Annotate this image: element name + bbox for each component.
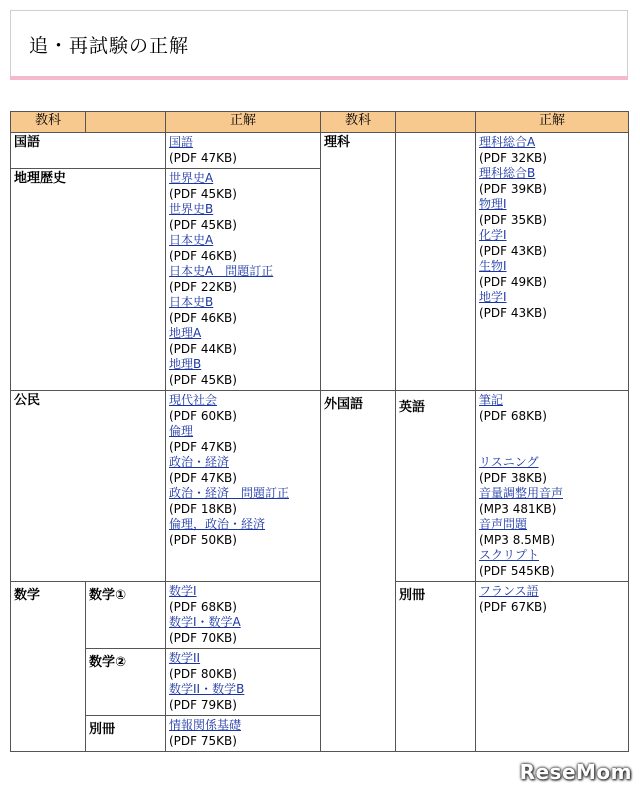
answer-link[interactable]: 日本史A 問題訂正 <box>169 264 274 278</box>
answer-link[interactable]: 理科総合B <box>479 166 536 180</box>
answer-link[interactable]: フランス語 <box>479 584 539 598</box>
file-size: (PDF 44KB) <box>169 341 237 356</box>
answer-link[interactable]: 数学I・数学A <box>169 615 241 629</box>
answer-link[interactable]: 政治・経済 問題訂正 <box>169 486 290 500</box>
answers-sugaku-bessatsu <box>166 716 321 752</box>
file-size: (PDF 45KB) <box>169 186 237 201</box>
answer-item <box>169 517 317 548</box>
table-row <box>11 391 629 582</box>
file-size: (PDF 39KB) <box>479 181 547 196</box>
answer-link[interactable]: 化学I <box>479 228 507 242</box>
answer-item <box>479 486 625 517</box>
answer-link[interactable]: スクリプト <box>479 548 540 562</box>
answer-item <box>479 517 625 548</box>
answer-item <box>169 718 317 749</box>
subject-gaikokugo-bessatsu: 別冊 <box>396 582 476 752</box>
subject-rika: 理科 <box>321 133 396 391</box>
answer-item <box>169 455 317 486</box>
file-size: (PDF 18KB) <box>169 501 237 516</box>
title-underline <box>10 76 628 80</box>
file-size: (PDF 79KB) <box>169 697 237 712</box>
subject-sugaku-bessatsu: 別冊 <box>86 716 166 752</box>
answer-item <box>169 424 317 455</box>
table-row <box>11 582 629 649</box>
file-size: (PDF 46KB) <box>169 248 237 263</box>
table-row <box>11 133 629 169</box>
answers-rika <box>476 133 629 391</box>
answer-link[interactable]: 音量調整用音声 <box>479 486 564 500</box>
file-size: (PDF 38KB) <box>479 470 547 485</box>
answer-item <box>169 486 317 517</box>
answers-sugaku-1 <box>166 582 321 649</box>
file-size: (PDF 68KB) <box>479 408 547 423</box>
answer-item <box>169 326 317 357</box>
answer-item <box>169 233 317 264</box>
file-size: (MP3 8.5MB) <box>479 532 556 547</box>
answer-link[interactable]: 地理A <box>169 326 202 340</box>
header-sub-right <box>396 112 476 133</box>
header-sub-left <box>86 112 166 133</box>
answer-item <box>169 171 317 202</box>
answer-item <box>479 228 625 259</box>
file-size: (PDF 45KB) <box>169 372 237 387</box>
answer-item <box>479 290 625 321</box>
answer-link[interactable]: 世界史A <box>169 171 214 185</box>
spacer <box>479 424 625 455</box>
answers-chireki <box>166 169 321 391</box>
page-title: 追・再試験の正解 <box>29 35 190 57</box>
answer-item <box>169 584 317 615</box>
answer-link[interactable]: 筆記 <box>479 393 504 407</box>
file-size: (PDF 47KB) <box>169 439 237 454</box>
answer-link[interactable]: 地理B <box>169 357 202 371</box>
answer-link[interactable]: 情報関係基礎 <box>169 718 242 732</box>
answer-item <box>169 357 317 388</box>
table-header-row <box>11 112 629 133</box>
answer-link[interactable]: リスニング <box>479 455 539 469</box>
answer-link[interactable]: 政治・経済 <box>169 455 230 469</box>
answers-table <box>10 111 629 752</box>
answer-item <box>479 548 625 579</box>
answer-item <box>479 197 625 228</box>
subject-sugaku-1: 数学① <box>86 582 166 649</box>
file-size: (PDF 47KB) <box>169 470 237 485</box>
answer-item <box>169 651 317 682</box>
title-box <box>10 10 628 76</box>
answers-gaikokugo-bessatsu <box>476 582 629 752</box>
answer-item <box>479 393 625 424</box>
watermark-logo: ReseMom <box>519 760 632 784</box>
answer-link[interactable]: 現代社会 <box>169 393 218 407</box>
file-size: (PDF 43KB) <box>479 243 547 258</box>
answer-item <box>169 202 317 233</box>
answer-item <box>169 393 317 424</box>
answer-link[interactable]: 物理I <box>479 197 507 211</box>
answer-link[interactable]: 倫理 <box>169 424 194 438</box>
header-subject-right: 教科 <box>321 112 396 133</box>
answer-item <box>169 615 317 646</box>
file-size: (PDF 70KB) <box>169 630 237 645</box>
answer-item <box>169 264 317 295</box>
subject-eigo: 英語 <box>396 391 476 582</box>
answer-link[interactable]: 世界史B <box>169 202 214 216</box>
file-size: (PDF 35KB) <box>479 212 547 227</box>
file-size: (PDF 45KB) <box>169 217 237 232</box>
subject-kokugo: 国語 <box>11 133 166 169</box>
answer-item <box>479 455 625 486</box>
answer-link[interactable]: 音声問題 <box>479 517 528 531</box>
answer-item <box>169 135 317 166</box>
answer-item <box>169 682 317 713</box>
answer-item <box>479 584 625 615</box>
subject-chireki: 地理歴史 <box>11 169 166 391</box>
answer-link[interactable]: 日本史B <box>169 295 214 309</box>
answer-link[interactable]: 地学I <box>479 290 507 304</box>
subject-gaikokugo: 外国語 <box>321 391 396 752</box>
file-size: (PDF 49KB) <box>479 274 547 289</box>
header-answer-left: 正解 <box>166 112 321 133</box>
answers-kokugo <box>166 133 321 169</box>
answer-link[interactable]: 数学II・数学B <box>169 682 245 696</box>
file-size: (PDF 47KB) <box>169 150 237 165</box>
file-size: (PDF 46KB) <box>169 310 237 325</box>
file-size: (PDF 80KB) <box>169 666 237 681</box>
sub-rika-empty <box>396 133 476 391</box>
file-size: (PDF 545KB) <box>479 563 555 578</box>
subject-komin: 公民 <box>11 391 166 582</box>
answer-link[interactable]: 生物I <box>479 259 507 273</box>
file-size: (PDF 50KB) <box>169 532 237 547</box>
file-size: (MP3 481KB) <box>479 501 557 516</box>
answer-item <box>479 166 625 197</box>
answer-link[interactable]: 数学I <box>169 584 197 598</box>
file-size: (PDF 22KB) <box>169 279 237 294</box>
subject-sugaku-2: 数学② <box>86 649 166 716</box>
file-size: (PDF 68KB) <box>169 599 237 614</box>
subject-sugaku: 数学 <box>11 582 86 752</box>
file-size: (PDF 43KB) <box>479 305 547 320</box>
answers-eigo <box>476 391 629 582</box>
answer-item <box>169 295 317 326</box>
answers-sugaku-2 <box>166 649 321 716</box>
header-answer-right: 正解 <box>476 112 629 133</box>
answer-link[interactable]: 日本史A <box>169 233 214 247</box>
answer-link[interactable]: 国語 <box>169 135 194 149</box>
answer-item <box>479 135 625 166</box>
file-size: (PDF 32KB) <box>479 150 547 165</box>
answer-link[interactable]: 倫理，政治・経済 <box>169 517 266 531</box>
file-size: (PDF 67KB) <box>479 599 547 614</box>
answer-link[interactable]: 数学II <box>169 651 201 665</box>
header-subject-left: 教科 <box>11 112 86 133</box>
file-size: (PDF 60KB) <box>169 408 237 423</box>
answer-link[interactable]: 理科総合A <box>479 135 536 149</box>
answers-komin <box>166 391 321 582</box>
answer-item <box>479 259 625 290</box>
file-size: (PDF 75KB) <box>169 733 237 748</box>
